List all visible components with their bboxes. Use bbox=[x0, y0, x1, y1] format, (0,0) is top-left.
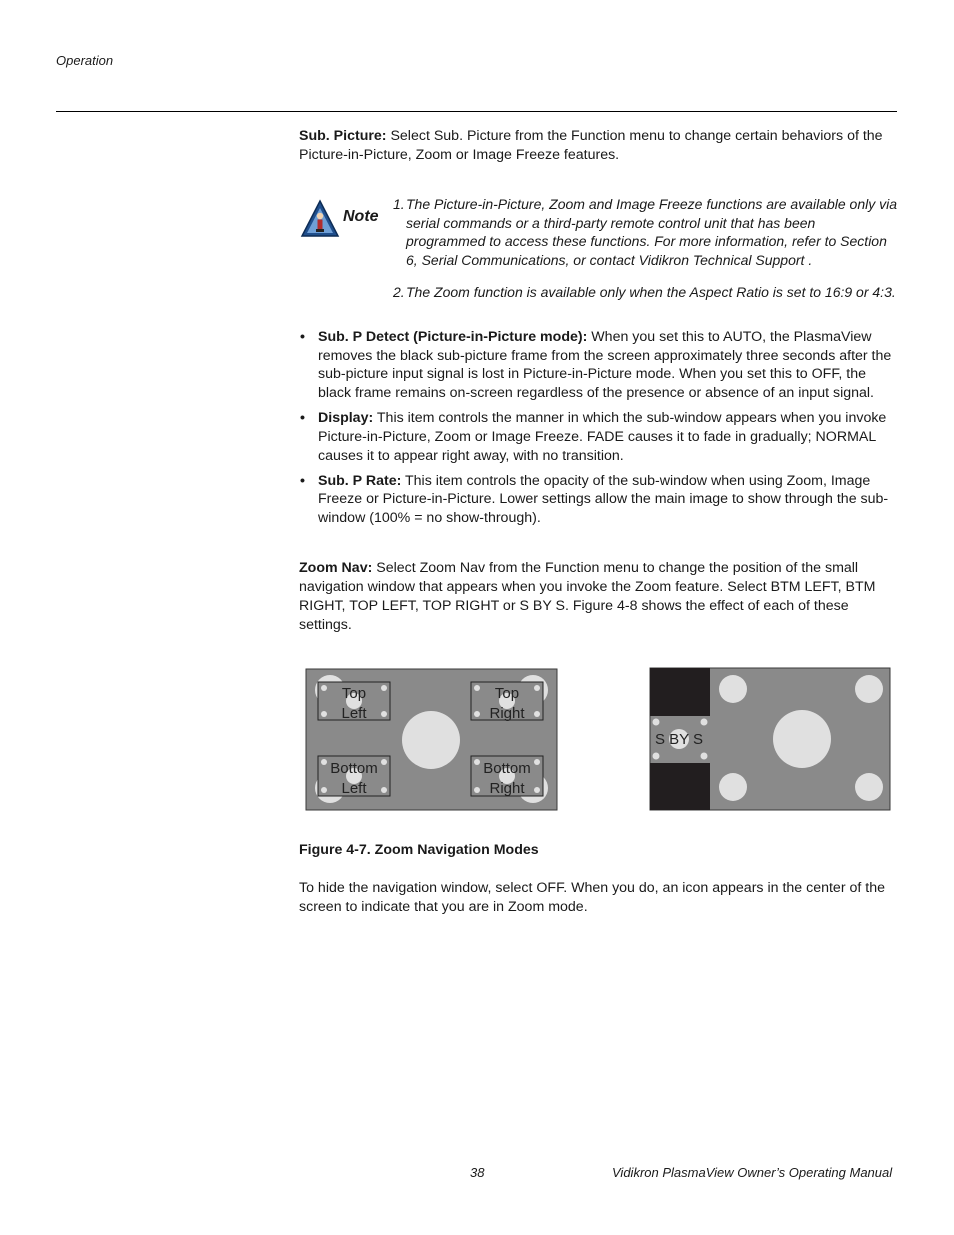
zoom-nav-paragraph bbox=[299, 559, 897, 635]
zoom-nav-corners-diagram bbox=[305, 668, 559, 812]
zoom-nav-label: Zoom Nav: bbox=[299, 560, 373, 576]
side-by-side-label: S BY S bbox=[654, 731, 704, 748]
top-right-window bbox=[471, 682, 543, 722]
note-item-text: The Picture-in-Picture, Zoom and Image Freeze functions are available only via serial commands or a third-party remote control unit that has been programmed to access these functions. For more information, refer to Section 6, Serial Communications, or contact Vidikron Technical Support . bbox=[406, 196, 898, 268]
top-left-label-line1: Top bbox=[341, 685, 367, 702]
bottom-right-window bbox=[471, 756, 543, 797]
bottom-right-label-line1: Bottom bbox=[483, 760, 531, 777]
bullet-label: Display: bbox=[318, 410, 374, 427]
bottom-left-label-line1: Bottom bbox=[330, 760, 378, 777]
top-right-label-line2: Right bbox=[489, 705, 525, 722]
header-rule bbox=[56, 111, 897, 112]
figure-caption: Figure 4-7. Zoom Navigation Modes bbox=[299, 842, 539, 858]
bottom-right-label-line2: Right bbox=[489, 780, 525, 797]
note-item-text: The Zoom function is available only when the Aspect Ratio is set to 16:9 or 4:3. bbox=[406, 284, 896, 300]
bullet-text: This item controls the manner in which the sub-window appears when you invoke Picture-in-Picture, Zoom or Image Freeze. FADE causes it to fade in gradually; NORMAL causes it to appear right away, with no transition. bbox=[318, 410, 887, 464]
bullet-text: When you set this to AUTO, the PlasmaView removes the black sub-picture frame from the screen approximately three seconds after the sub-picture input signal is lost in Picture-in-Picture mode. When you set this to OFF, the black frame remains on-screen regardless of the presence or absence of an input signal. bbox=[318, 329, 892, 402]
note-label: Note bbox=[343, 208, 379, 225]
note-item-number: 2. bbox=[393, 284, 405, 300]
note-item-1 bbox=[393, 195, 898, 269]
zoom-nav-side-by-side-diagram bbox=[649, 667, 892, 812]
running-header: Operation bbox=[56, 53, 114, 68]
bottom-left-label-line2: Left bbox=[341, 780, 367, 797]
bullet-text: This item controls the opacity of the sub-window when using Zoom, Image Freeze or Picture-in-Picture. Lower settings allow the main image to show through the sub-window (100% = no show-through). bbox=[318, 472, 889, 526]
bullet-label: Sub. P Rate: bbox=[318, 472, 402, 489]
settings-bullet-list bbox=[299, 328, 897, 534]
sub-picture-paragraph bbox=[299, 127, 897, 165]
hide-nav-paragraph: To hide the navigation window, select OFF. When you do, an icon appears in the center of the screen to indicate that you are in Zoom mode. bbox=[299, 880, 885, 915]
manual-title: Vidikron PlasmaView Owner’s Operating Manual bbox=[612, 1165, 893, 1180]
page-number: 38 bbox=[470, 1165, 485, 1180]
list-item: • Display: This item controls the manner in which the sub-window appears when you invoke Picture-in-Picture, Zoom or Image Freeze. FADE causes it to fade in gradually; NORMAL causes it to appear right away, with no transition. bbox=[300, 410, 887, 464]
list-item: • Sub. P Detect (Picture-in-Picture mode): When you set this to AUTO, the PlasmaView removes the black sub-picture frame from the screen approximately three seconds after the sub-picture input signal is lost in Picture-in-Picture mode. When you set this to OFF, the black frame remains on-screen regardless of the presence or absence of an input signal. bbox=[300, 329, 892, 402]
sub-picture-label: Sub. Picture: bbox=[299, 128, 387, 144]
top-left-window bbox=[318, 682, 390, 722]
bullet-label: Sub. P Detect (Picture-in-Picture mode): bbox=[318, 329, 588, 345]
note-item-2 bbox=[393, 283, 898, 302]
top-right-label-line1: Top bbox=[494, 685, 520, 702]
note-item-number: 1. bbox=[393, 196, 405, 212]
zoom-nav-text: Select Zoom Nav from the Function menu to change the position of the small navigation window that appears when you invoke the Zoom feature. Select BTM LEFT, BTM RIGHT, TOP LEFT, TOP RIGHT or S BY S. Figure 4-8 shows the effect of each of these settings. bbox=[299, 560, 876, 633]
note-warning-icon bbox=[300, 199, 340, 239]
list-item: • Sub. P Rate: This item controls the opacity of the sub-window when using Zoom, Image Freeze or Picture-in-Picture. Lower settings allow the main image to show through the sub-window (100% = no show-through). bbox=[300, 472, 889, 526]
top-left-label-line2: Left bbox=[341, 705, 367, 722]
bottom-left-window bbox=[318, 756, 390, 797]
sub-picture-text: Select Sub. Picture from the Function menu to change certain behaviors of the Picture-in-Picture, Zoom or Image Freeze features. bbox=[299, 128, 883, 163]
